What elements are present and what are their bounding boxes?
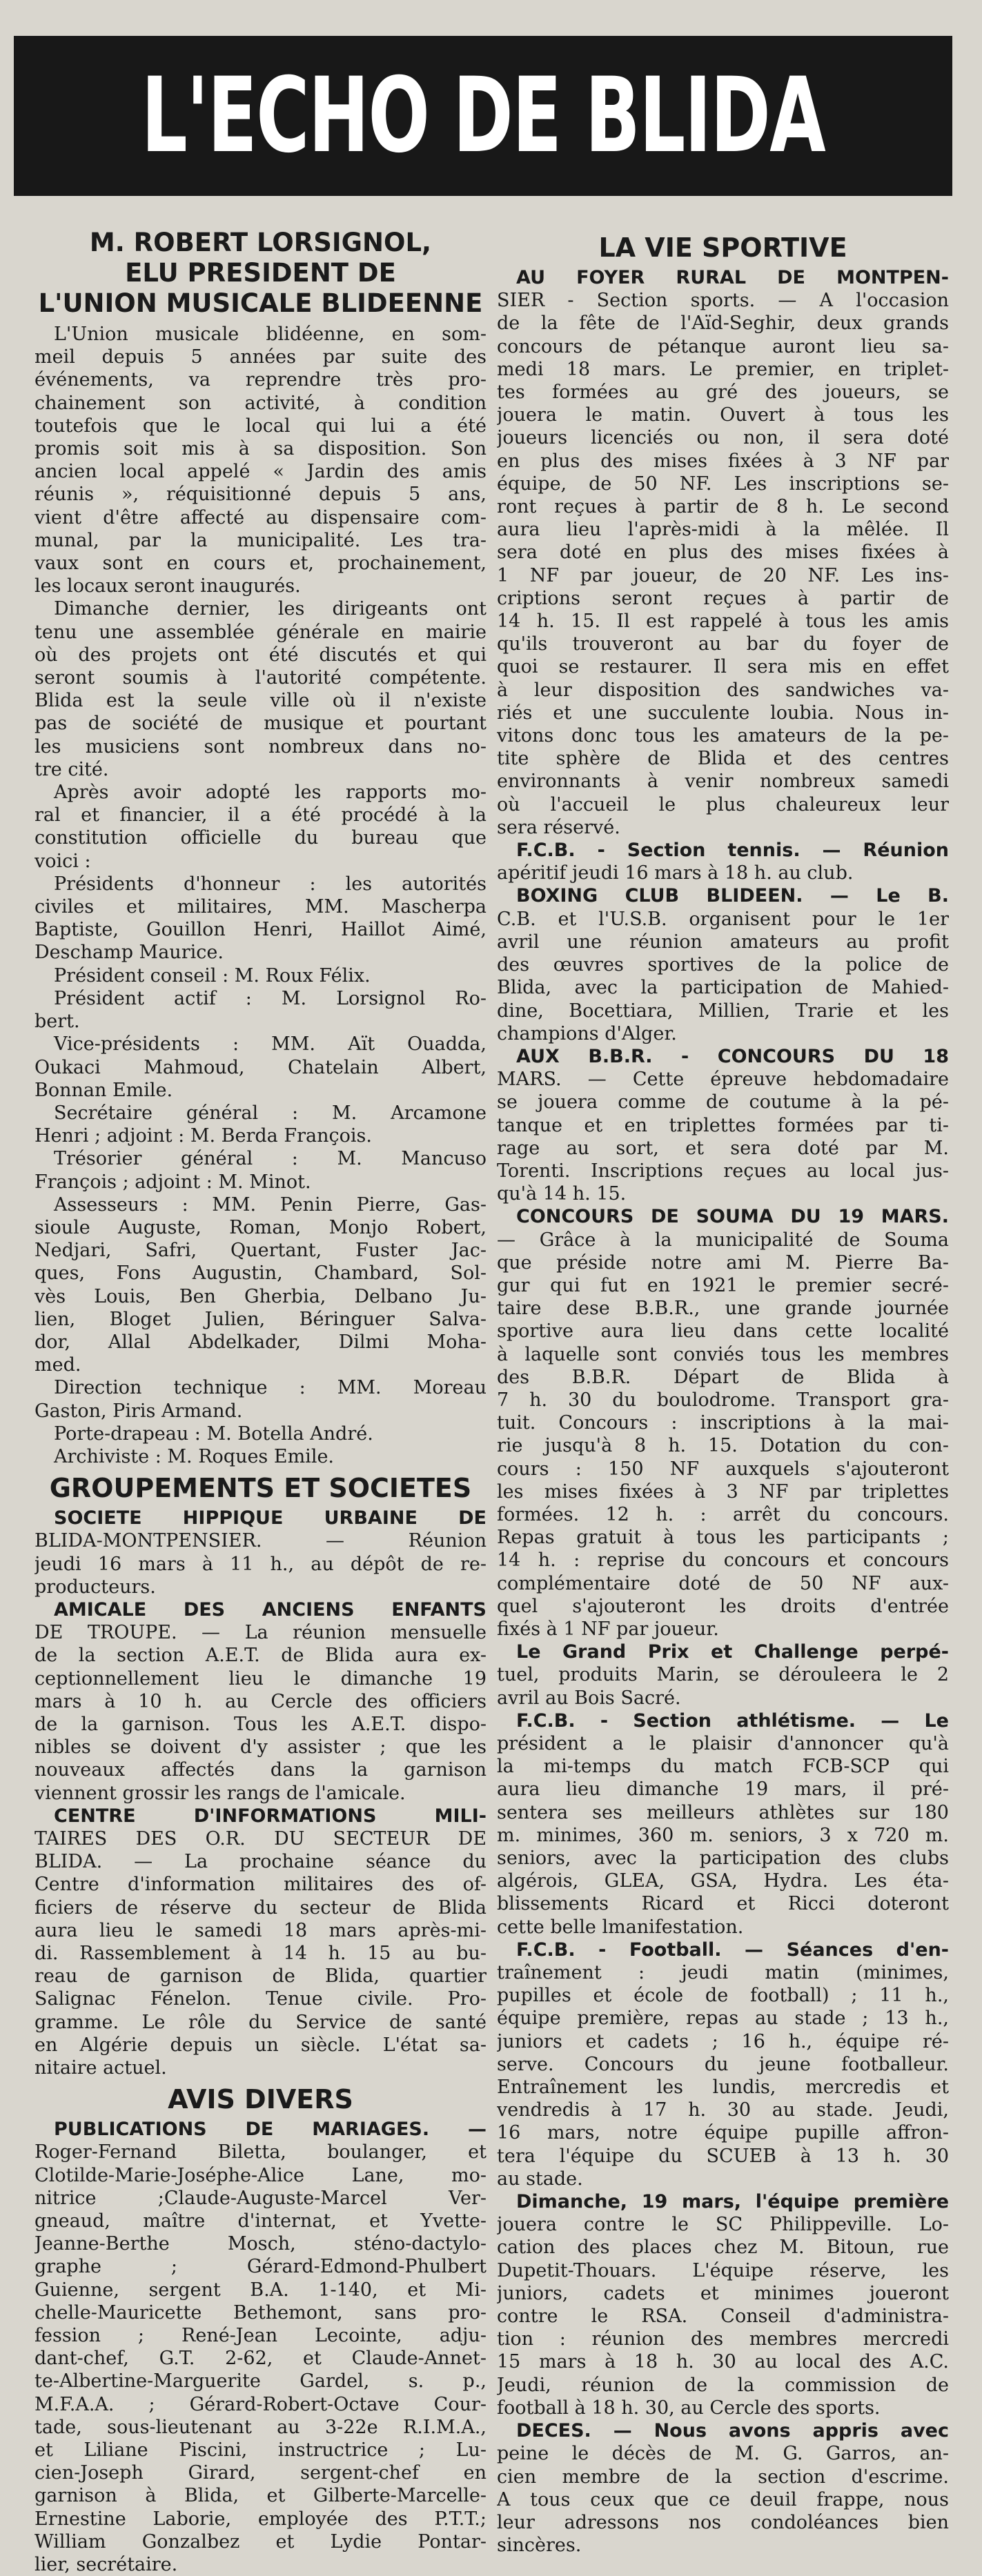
text-line: Centre d'information militaires des of- bbox=[35, 1874, 487, 1896]
text-line: Vice-présidents : MM. Aït Ouadda, bbox=[54, 1033, 487, 1056]
paragraph bbox=[35, 1423, 487, 1445]
text-line: dant-chef, G.T. 2-62, et Claude-Annet- bbox=[35, 2348, 487, 2370]
text-line: nitaire actuel. bbox=[35, 2057, 167, 2079]
text-line: leur adressons nos condoléances bien bbox=[497, 2511, 949, 2533]
text-line: Nedjari, Safri, Quertant, Fuster Jac- bbox=[35, 1240, 487, 1262]
article-title bbox=[35, 228, 487, 319]
text-line: gneaud, maître d'internat, et Yvette- bbox=[35, 2210, 487, 2232]
text-line: riés et une succulente loubia. Nous in- bbox=[497, 702, 949, 724]
text-line: avril une réunion amateurs au profit bbox=[497, 931, 949, 953]
text-line: di. Rassemblement à 14 h. 15 au bu- bbox=[35, 1943, 487, 1965]
text-line: garnison à Blida, et Gilberte-Marcelle- bbox=[35, 2485, 487, 2507]
text-line: tanque et en triplettes formées par ti- bbox=[497, 1114, 949, 1136]
text-line: BLIDA. — La prochaine séance du bbox=[35, 1851, 487, 1873]
text-line: lier, secrétaire. bbox=[35, 2554, 178, 2576]
text-line: tuit. Concours : inscriptions à la mai- bbox=[497, 1412, 949, 1434]
text-line: vendredis à 17 h. 30 au stade. Jeudi, bbox=[497, 2099, 949, 2121]
text-line: Torenti. Inscriptions reçues au local jus- bbox=[497, 1160, 949, 1182]
text-line: champions d'Alger. bbox=[497, 1022, 677, 1044]
text-line: réunis », réquisitionné depuis 5 ans, bbox=[35, 484, 487, 506]
text-line: taire dese B.B.R., une grande journée bbox=[497, 1298, 949, 1320]
article-title-line: ELU PRESIDENT DE bbox=[125, 258, 396, 288]
text-line: F.C.B. - Football. — Séances d'en- bbox=[516, 1939, 949, 1961]
text-line: Oukaci Mahmoud, Chatelain Albert, bbox=[35, 1056, 487, 1078]
text-line: Salignac Fénelon. Tenue civile. Pro- bbox=[35, 1988, 487, 2010]
text-line: DECES. — Nous avons appris avec bbox=[516, 2420, 949, 2442]
text-line: seront soumis à l'autorité compétente. bbox=[35, 667, 487, 689]
text-line: des œuvres sportives de la police de bbox=[497, 954, 949, 976]
text-line: à leur disposition des sandwiches va- bbox=[497, 679, 949, 701]
text-line: CENTRE D'INFORMATIONS MILI- bbox=[54, 1805, 487, 1827]
section-heading-vie-sportive: LA VIE SPORTIVE bbox=[598, 232, 847, 263]
text-line: vès Louis, Ben Gherbia, Delbano Ju- bbox=[35, 1285, 487, 1307]
paragraph bbox=[35, 1193, 487, 1377]
text-line: seniors, avec la participation des clubs bbox=[497, 1847, 949, 1870]
text-line: aura lieu le samedi 18 mars après-mi- bbox=[35, 1919, 487, 1941]
text-line: civiles et militaires, MM. Mascherpa bbox=[35, 896, 487, 918]
text-line: Blida est la seule ville où il n'existe bbox=[35, 690, 487, 712]
text-line: Repas gratuit à tous les participants ; bbox=[497, 1527, 949, 1549]
text-line: Deschamp Maurice. bbox=[35, 942, 224, 964]
text-line: en plus des mises fixées à 3 NF par bbox=[497, 450, 949, 472]
text-line: vitons donc tous les amateurs de la pe- bbox=[497, 725, 949, 747]
text-line: traînement : jeudi matin (minimes, bbox=[497, 1962, 949, 1984]
text-line: Secrétaire général : M. Arcamone bbox=[54, 1102, 487, 1124]
text-line: AU FOYER RURAL DE MONTPEN- bbox=[516, 267, 949, 288]
text-line: DE TROUPE. — La réunion mensuelle bbox=[35, 1622, 487, 1644]
text-line: fixés à 1 NF par joueur. bbox=[497, 1618, 719, 1640]
text-line: fession ; René-Jean Lecointe, adju- bbox=[35, 2325, 487, 2347]
groupements-notices bbox=[35, 1507, 487, 2079]
section-heading-avis-divers: AVIS DIVERS bbox=[168, 2084, 353, 2115]
text-line: les locaux seront inaugurés. bbox=[35, 575, 301, 597]
text-line: se jouera comme de coutume à la pé- bbox=[497, 1091, 949, 1113]
text-line: de la section A.E.T. de Blida aura ex- bbox=[35, 1645, 487, 1667]
text-line: cien-Joseph Girard, sergent-chef en bbox=[35, 2462, 487, 2484]
text-line: sentera ses meilleurs athlètes sur 180 bbox=[497, 1801, 949, 1823]
text-line: équipe première, repas au stade ; 13 h., bbox=[497, 2008, 949, 2030]
paragraph bbox=[35, 1598, 487, 1805]
text-line: de la garnison. Tous les A.E.T. dispo- bbox=[35, 1713, 487, 1735]
text-line: cation des places chez M. Bitoun, rue bbox=[497, 2237, 949, 2259]
text-line: — Grâce à la municipalité de Souma bbox=[497, 1229, 949, 1251]
paragraph bbox=[35, 1147, 487, 1193]
text-line: Dupetit-Thouars. L'équipe réserve, les bbox=[497, 2259, 949, 2281]
text-line: où l'accueil le plus chaleureux leur bbox=[497, 793, 949, 815]
text-line: qu'à 14 h. 15. bbox=[497, 1183, 627, 1205]
text-line: tade, sous-lieutenant au 3-22e R.I.M.A., bbox=[35, 2416, 487, 2438]
text-line: CONCOURS DE SOUMA DU 19 MARS. bbox=[516, 1206, 949, 1228]
right-column bbox=[497, 228, 949, 2557]
text-line: ral et financier, il a été procédé à la bbox=[35, 804, 487, 826]
text-line: 16 mars, notre équipe pupille affron- bbox=[497, 2122, 949, 2144]
text-line: BLIDA-MONTPENSIER. — Réunion bbox=[35, 1530, 487, 1552]
text-line: ancien local appelé « Jardin des amis bbox=[35, 461, 487, 483]
paragraph bbox=[497, 2419, 949, 2557]
text-line: Archiviste : M. Roques Emile. bbox=[54, 1445, 335, 1467]
left-column bbox=[35, 228, 487, 2576]
text-line: gramme. Le rôle du Service de santé bbox=[35, 2011, 487, 2033]
text-line: complémentaire doté de 50 NF aux- bbox=[497, 1572, 949, 1594]
text-line: medi 18 mars. Le premier, en triplet- bbox=[497, 358, 949, 380]
text-line: Direction technique : MM. Moreau bbox=[54, 1377, 487, 1399]
paragraph bbox=[35, 873, 487, 964]
text-line: où des projets ont été discutés et qui bbox=[35, 644, 487, 666]
article-body bbox=[35, 323, 487, 1468]
text-line: dine, Bocettiara, Millien, Trarie et les bbox=[497, 1000, 949, 1022]
text-line: pas de société de musique et pourtant bbox=[35, 713, 487, 735]
text-line: ront reçues à partir de 8 h. Le second bbox=[497, 496, 949, 518]
masthead-title: L'ECHO DE BLIDA bbox=[141, 56, 825, 176]
text-line: 14 h. 15. Il est rappelé à tous les amis bbox=[497, 611, 949, 633]
text-line: cours : 150 NF auxquels s'ajouteront bbox=[497, 1458, 949, 1480]
masthead-banner bbox=[14, 36, 952, 196]
article-title-line: L'UNION MUSICALE BLIDEENNE bbox=[38, 288, 483, 318]
text-line: ques, Fons Augustin, Chambard, Sol- bbox=[35, 1262, 487, 1285]
text-line: med. bbox=[35, 1354, 81, 1376]
text-line: Jeanne-Berthe Mosch, sténo-dactylo- bbox=[35, 2233, 487, 2255]
text-line: sera doté en plus des mises fixées à bbox=[497, 542, 949, 564]
paragraph bbox=[497, 1045, 949, 1205]
text-line: Guienne, sergent B.A. 1-140, et Mi- bbox=[35, 2279, 487, 2301]
text-line: algérois, GLEA, GSA, Hydra. Les éta- bbox=[497, 1870, 949, 1892]
text-line: 1 NF par joueur, de 20 NF. Les ins- bbox=[497, 564, 949, 586]
paragraph bbox=[35, 1102, 487, 1147]
text-line: tes formées au gré des joueurs, se bbox=[497, 382, 949, 404]
paragraph bbox=[35, 781, 487, 873]
text-line: L'Union musicale blidéenne, en som- bbox=[54, 324, 487, 345]
text-line: Président actif : M. Lorsignol Ro- bbox=[54, 987, 487, 1009]
text-line: F.C.B. - Section athlétisme. — Le bbox=[516, 1710, 949, 1732]
text-line: Baptiste, Gouillon Henri, Haillot Aimé, bbox=[35, 919, 487, 941]
text-line: tuel, produits Marin, se dérouleera le 2 bbox=[497, 1664, 949, 1686]
text-line: équipe, de 50 NF. Les inscriptions se- bbox=[497, 473, 949, 495]
text-line: sincères. bbox=[497, 2535, 582, 2557]
text-line: Gaston, Piris Armand. bbox=[35, 1400, 243, 1422]
text-line: constitution officielle du bureau que bbox=[35, 827, 487, 849]
paragraph bbox=[35, 597, 487, 781]
text-line: contre le RSA. Conseil d'administra- bbox=[497, 2306, 949, 2328]
text-line: quel s'ajouteront les droits d'entrée bbox=[497, 1595, 949, 1617]
text-line: William Gonzalbez et Lydie Pontar- bbox=[35, 2530, 487, 2553]
text-line: gur qui fut en 1921 le premier secré- bbox=[497, 1274, 949, 1296]
text-line: avril au Bois Sacré. bbox=[497, 1687, 681, 1709]
text-line: François ; adjoint : M. Minot. bbox=[35, 1171, 311, 1193]
text-line: tenu une assemblée générale en mairie bbox=[35, 621, 487, 643]
text-line: promis soit mis à sa disposition. Son bbox=[35, 438, 487, 460]
text-line: cien membre de la section d'escrime. bbox=[497, 2466, 949, 2488]
text-line: les mises fixées à 3 NF par triplettes bbox=[497, 1480, 949, 1503]
text-line: serve. Concours du jeune footballeur. bbox=[497, 2053, 949, 2075]
text-line: concours de pétanque auront lieu sa- bbox=[497, 335, 949, 357]
avis-divers-notices bbox=[35, 2118, 487, 2576]
text-line: aura lieu dimanche 19 mars, il pré- bbox=[497, 1779, 949, 1801]
text-line: Présidents d'honneur : les autorités bbox=[54, 873, 487, 895]
paragraph bbox=[35, 323, 487, 597]
text-line: m. minimes, 360 m. seniors, 3 x 720 m. bbox=[497, 1824, 949, 1846]
paragraph bbox=[35, 1507, 487, 1598]
paragraph bbox=[497, 1205, 949, 1641]
text-line: football à 18 h. 30, au Cercle des sports. bbox=[497, 2397, 881, 2419]
text-line: Clotilde-Marie-Joséphe-Alice Lane, mo- bbox=[35, 2164, 487, 2186]
text-line: M.F.A.A. ; Gérard-Robert-Octave Cour- bbox=[35, 2393, 487, 2415]
text-line: Dimanche dernier, les dirigeants ont bbox=[54, 598, 487, 620]
paragraph bbox=[497, 2190, 949, 2419]
text-line: sportive aura lieu dans cette localité bbox=[497, 1320, 949, 1343]
text-line: et Liliane Piscini, instructrice ; Lu- bbox=[35, 2439, 487, 2461]
text-line: tite sphère de Blida et des centres bbox=[497, 748, 949, 770]
text-line: qu'ils trouveront au bar du foyer de bbox=[497, 633, 949, 655]
text-line: Roger-Fernand Biletta, boulanger, et bbox=[35, 2141, 487, 2163]
paragraph bbox=[497, 1939, 949, 2190]
text-line: événements, va reprendre très pro- bbox=[35, 369, 487, 391]
text-line: SOCIETE HIPPIQUE URBAINE DE bbox=[54, 1507, 487, 1529]
text-line: nibles se doivent d'y assister ; que les bbox=[35, 1736, 487, 1758]
text-line: des B.B.R. Départ de Blida à bbox=[497, 1366, 949, 1388]
text-line: tera l'équipe du SCUEB à 13 h. 30 bbox=[497, 2145, 949, 2167]
paragraph bbox=[497, 1641, 949, 1710]
text-line: les musiciens sont nombreux dans no- bbox=[35, 735, 487, 757]
text-line: 15 mars à 18 h. 30 au local des A.C. bbox=[497, 2351, 949, 2373]
text-line: bert. bbox=[35, 1011, 80, 1033]
text-line: joueurs licenciés ou non, il sera doté bbox=[497, 427, 949, 449]
text-line: MARS. — Cette épreuve hebdomadaire bbox=[497, 1069, 949, 1091]
text-line: mars à 10 h. au Cercle des officiers bbox=[35, 1690, 487, 1712]
paragraph bbox=[35, 1445, 487, 1468]
text-line: président a le plaisir d'annoncer qu'à bbox=[497, 1733, 949, 1754]
text-line: lien, Bloget Julien, Béringuer Salva- bbox=[35, 1308, 487, 1330]
text-line: jouera le matin. Ouvert à tous les bbox=[497, 404, 949, 426]
text-line: jouera contre le SC Philippeville. Lo- bbox=[497, 2214, 949, 2236]
text-line: Ernestine Laborie, employée des P.T.T.; bbox=[35, 2508, 487, 2530]
text-line: vient d'être affecté au dispensaire com- bbox=[35, 506, 487, 528]
text-line: Le Grand Prix et Challenge perpé- bbox=[516, 1641, 949, 1663]
paragraph bbox=[35, 964, 487, 987]
text-line: AMICALE DES ANCIENS ENFANTS bbox=[54, 1598, 487, 1621]
text-line: Blida, avec la participation de Mahied- bbox=[497, 977, 949, 999]
paragraph bbox=[35, 1376, 487, 1422]
text-line: à laquelle sont conviés tous les membres bbox=[497, 1343, 949, 1365]
text-line: munal, par la municipalité. Les tra- bbox=[35, 529, 487, 551]
text-line: nouveaux affectés dans la garnison bbox=[35, 1759, 487, 1781]
text-line: C.B. et l'U.S.B. organisent pour le 1er bbox=[497, 908, 949, 930]
text-line: Porte-drapeau : M. Botella André. bbox=[54, 1423, 373, 1445]
paragraph bbox=[497, 266, 949, 839]
paragraph bbox=[497, 884, 949, 1044]
text-line: toutefois que le local qui lui a été bbox=[35, 415, 487, 437]
text-line: A tous ceux que ce deuil frappe, nous bbox=[497, 2488, 949, 2510]
text-line: apéritif jeudi 16 mars à 18 h. au club. bbox=[497, 862, 854, 884]
text-line: PUBLICATIONS DE MARIAGES. — bbox=[54, 2119, 487, 2141]
text-line: tion : réunion des membres mercredi bbox=[497, 2328, 949, 2350]
text-line: 7 h. 30 du boulodrome. Transport gra- bbox=[497, 1389, 949, 1411]
text-line: Président conseil : M. Roux Félix. bbox=[54, 964, 371, 987]
text-line: pupilles et école de football) ; 11 h., bbox=[497, 1985, 949, 2007]
text-line: Trésorier général : M. Mancuso bbox=[54, 1148, 487, 1170]
text-line: sioule Auguste, Roman, Monjo Robert, bbox=[35, 1216, 487, 1238]
text-line: Jeudi, réunion de la commission de bbox=[497, 2374, 949, 2396]
article-title-line: M. ROBERT LORSIGNOL, bbox=[89, 228, 432, 257]
text-line: cette belle lmanifestation. bbox=[497, 1916, 744, 1938]
paragraph bbox=[497, 839, 949, 884]
text-line: blissements Ricard et Ricci doteront bbox=[497, 1893, 949, 1915]
text-line: nitrice ;Claude-Auguste-Marcel Ver- bbox=[35, 2187, 487, 2209]
text-line: aura lieu l'après-midi à la mêlée. Il bbox=[497, 519, 949, 541]
text-line: environnants à venir nombreux samedi bbox=[497, 771, 949, 793]
text-line: te-Albertine-Marguerite Gardel, s. p., bbox=[35, 2370, 487, 2392]
paragraph bbox=[497, 1710, 949, 1939]
text-line: AUX B.B.R. - CONCOURS DU 18 bbox=[516, 1045, 949, 1067]
text-line: 14 h. : reprise du concours et concours bbox=[497, 1549, 949, 1572]
paragraph bbox=[35, 987, 487, 1033]
text-line: chelle-Mauricette Bethemont, sans pro- bbox=[35, 2301, 487, 2324]
text-line: TAIRES DES O.R. DU SECTEUR DE bbox=[35, 1828, 487, 1850]
paragraph bbox=[35, 2118, 487, 2576]
text-line: dor, Allal Abdelkader, Dilmi Moha- bbox=[35, 1331, 487, 1353]
text-line: graphe ; Gérard-Edmond-Phulbert bbox=[35, 2256, 487, 2278]
text-line: viennent grossir les rangs de l'amicale. bbox=[35, 1782, 406, 1804]
text-line: ficiers de réserve du secteur de Blida bbox=[35, 1896, 487, 1919]
text-line: rage au sort, et sera doté par M. bbox=[497, 1137, 949, 1159]
text-line: jeudi 16 mars à 11 h., au dépôt de re- bbox=[35, 1553, 487, 1575]
text-line: SIER - Section sports. — A l'occasion bbox=[497, 290, 949, 312]
text-line: chainement son activité, à condition bbox=[35, 392, 487, 414]
text-line: au stade. bbox=[497, 2168, 583, 2190]
text-line: Après avoir adopté les rapports mo- bbox=[54, 782, 487, 804]
text-line: juniors et cadets ; 16 h., équipe ré- bbox=[497, 2030, 949, 2052]
text-line: F.C.B. - Section tennis. — Réunion bbox=[516, 840, 949, 862]
text-line: Assesseurs : MM. Penin Pierre, Gas- bbox=[54, 1193, 487, 1216]
text-line: reau de garnison de Blida, quartier bbox=[35, 1965, 487, 1988]
paragraph bbox=[35, 1805, 487, 2079]
text-line: Bonnan Emile. bbox=[35, 1079, 173, 1101]
text-line: formées. 12 h. : arrêt du concours. bbox=[497, 1503, 949, 1525]
text-line: criptions seront reçues à partir de bbox=[497, 587, 949, 609]
paragraph bbox=[35, 1033, 487, 1102]
text-line: en Algérie depuis un siècle. L'état sa- bbox=[35, 2034, 487, 2056]
text-line: de la fête de l'Aïd-Seghir, deux grands bbox=[497, 313, 949, 335]
text-line: producteurs. bbox=[35, 1576, 156, 1598]
text-line: BOXING CLUB BLIDEEN. — Le B. bbox=[516, 885, 949, 907]
section-heading-groupements: GROUPEMENTS ET SOCIETES bbox=[49, 1473, 472, 1504]
text-line: Henri ; adjoint : M. Berda François. bbox=[35, 1125, 372, 1147]
text-line: voici : bbox=[35, 850, 91, 872]
text-line: meil depuis 5 années par suite des bbox=[35, 346, 487, 368]
text-line: tre cité. bbox=[35, 758, 109, 780]
text-line: quoi se restaurer. Il sera mis en effet bbox=[497, 656, 949, 678]
text-line: ceptionnellement lieu le dimanche 19 bbox=[35, 1667, 487, 1690]
text-line: Entraînement les lundis, mercredis et bbox=[497, 2077, 949, 2099]
text-line: Dimanche, 19 mars, l'équipe première bbox=[516, 2191, 949, 2213]
text-line: vaux sont en cours et, prochainement, bbox=[35, 553, 487, 575]
sports-notices bbox=[497, 266, 949, 2557]
text-line: peine le décès de M. G. Garros, an- bbox=[497, 2443, 949, 2465]
text-line: sera réservé. bbox=[497, 816, 620, 838]
text-line: rie jusqu'à 8 h. 15. Dotation du con- bbox=[497, 1435, 949, 1457]
text-line: que préside notre ami M. Pierre Ba- bbox=[497, 1251, 949, 1274]
text-line: la mi-temps du match FCB-SCP qui bbox=[497, 1756, 949, 1778]
text-line: juniors, cadets et minimes joueront bbox=[497, 2282, 949, 2304]
